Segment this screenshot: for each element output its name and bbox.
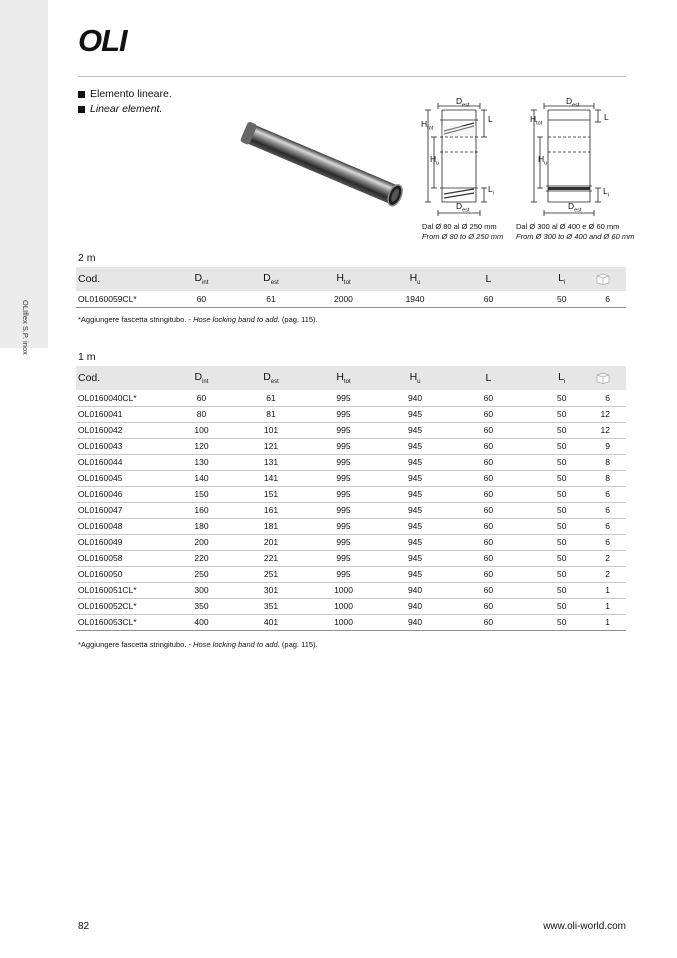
table-cell: 1000 xyxy=(306,598,381,614)
column-header: $L_i$ xyxy=(528,267,596,291)
column-header: $H_u$ xyxy=(381,366,450,390)
table-header-row xyxy=(76,267,626,291)
table-cell: OL0160047 xyxy=(76,502,167,518)
table-cell: OL0160048 xyxy=(76,518,167,534)
table-cell: OL0160044 xyxy=(76,454,167,470)
table-cell: 60 xyxy=(449,454,527,470)
table-cell: 140 xyxy=(167,470,236,486)
table-cell: 221 xyxy=(236,550,307,566)
table-cell: 995 xyxy=(306,550,381,566)
table-cell: 50 xyxy=(528,502,596,518)
side-tab-label: OLIflex S.P. inox xyxy=(21,300,30,355)
table-cell: 12 xyxy=(596,422,626,438)
table-cell: 301 xyxy=(236,582,307,598)
bullet-square-icon xyxy=(78,106,85,113)
column-header: $D_{int}$ xyxy=(167,366,236,390)
table-cell: 995 xyxy=(306,470,381,486)
table-row xyxy=(76,422,626,438)
table-cell: OL0160046 xyxy=(76,486,167,502)
table-cell: 6 xyxy=(596,534,626,550)
intro-line-italian: Elemento lineare. xyxy=(90,88,172,100)
section-title-2m: 2 m xyxy=(78,252,96,264)
table-cell: 50 xyxy=(528,598,596,614)
table-cell: 6 xyxy=(596,486,626,502)
table-cell: 995 xyxy=(306,486,381,502)
diagram-small-diameter: $D_{est}$ L $H_{tot}$ $H_u$ $L_i$ $D_{est}$ Dal Ø 80 al Ø 250 mm From Ø 80 to Ø 250 mm xyxy=(418,92,518,242)
table-cell: 60 xyxy=(449,566,527,582)
table-cell: 995 xyxy=(306,534,381,550)
column-header: $D_{est}$ xyxy=(236,366,307,390)
table-cell: 2 xyxy=(596,566,626,582)
table-cell: OL0160042 xyxy=(76,422,167,438)
pipe-product-photo xyxy=(240,108,412,210)
oli-logo xyxy=(78,24,140,54)
table-cell: 101 xyxy=(236,422,307,438)
table-cell: 6 xyxy=(596,390,626,406)
diagram-right-caption-italian: Dal Ø 300 al Ø 400 e Ø 60 mm xyxy=(516,222,620,231)
table-cell: 121 xyxy=(236,438,307,454)
table-cell: OL0160053CL* xyxy=(76,614,167,630)
table-cell: 945 xyxy=(381,502,450,518)
table-cell: 60 xyxy=(449,582,527,598)
table-cell: 1000 xyxy=(306,582,381,598)
table-cell: 61 xyxy=(236,291,307,307)
table-cell: 995 xyxy=(306,566,381,582)
column-header-packaging xyxy=(596,366,626,390)
table-cell: 995 xyxy=(306,406,381,422)
column-header: $H_u$ xyxy=(381,267,450,291)
table-cell: 940 xyxy=(381,582,450,598)
table-cell: 220 xyxy=(167,550,236,566)
table-cell: 401 xyxy=(236,614,307,630)
table-header-row xyxy=(76,366,626,390)
table-cell: 61 xyxy=(236,390,307,406)
table-cell: 945 xyxy=(381,454,450,470)
table-cell: OL0160045 xyxy=(76,470,167,486)
table-cell: 50 xyxy=(528,470,596,486)
dim-h-u: H xyxy=(430,154,437,164)
table-cell: OL0160040CL* xyxy=(76,390,167,406)
table-cell: 60 xyxy=(449,614,527,630)
table-cell: 50 xyxy=(528,406,596,422)
table-cell: 2000 xyxy=(306,291,381,307)
table-cell: 995 xyxy=(306,438,381,454)
dim-h-tot: H xyxy=(421,119,428,129)
table-cell: 60 xyxy=(449,550,527,566)
column-header: $D_{int}$ xyxy=(167,267,236,291)
table-cell: 995 xyxy=(306,502,381,518)
footnote-1m: *Aggiungere fascetta stringitubo. - Hose locking band to add. (pag. 115). xyxy=(78,640,318,649)
table-cell: 180 xyxy=(167,518,236,534)
dim-h-tot: H xyxy=(530,114,537,124)
table-row xyxy=(76,291,626,307)
table-cell: 60 xyxy=(449,534,527,550)
table-cell: OL0160052CL* xyxy=(76,598,167,614)
table-cell: 945 xyxy=(381,534,450,550)
column-header: $D_{est}$ xyxy=(236,267,307,291)
table-cell: 12 xyxy=(596,406,626,422)
table-cell: 1 xyxy=(596,614,626,630)
table-cell: 131 xyxy=(236,454,307,470)
table-cell: 50 xyxy=(528,486,596,502)
table-row xyxy=(76,598,626,614)
table-cell: 50 xyxy=(528,614,596,630)
column-header: Cod. xyxy=(76,267,167,291)
table-cell: 100 xyxy=(167,422,236,438)
product-table-1m xyxy=(76,366,626,631)
table-cell: 60 xyxy=(449,438,527,454)
table-cell: 60 xyxy=(449,486,527,502)
table-cell: 945 xyxy=(381,470,450,486)
dim-h-u: H xyxy=(538,154,545,164)
column-header: $H_{tot}$ xyxy=(306,267,381,291)
table-cell: 350 xyxy=(167,598,236,614)
table-cell: 60 xyxy=(449,291,527,307)
table-cell: 120 xyxy=(167,438,236,454)
table-row xyxy=(76,470,626,486)
table-cell: OL0160051CL* xyxy=(76,582,167,598)
column-header: $H_{tot}$ xyxy=(306,366,381,390)
table-cell: 1 xyxy=(596,598,626,614)
table-cell: OL0160050 xyxy=(76,566,167,582)
column-header: L xyxy=(449,267,527,291)
box-icon xyxy=(596,372,610,384)
table-row xyxy=(76,454,626,470)
table-row xyxy=(76,582,626,598)
dim-l: L xyxy=(604,112,609,122)
table-cell: 50 xyxy=(528,422,596,438)
table-cell: 945 xyxy=(381,550,450,566)
table-cell: 50 xyxy=(528,390,596,406)
dim-d-est-top: D xyxy=(456,96,463,106)
product-intro xyxy=(78,87,172,117)
table-row xyxy=(76,614,626,630)
table-cell: 1000 xyxy=(306,614,381,630)
table-cell: 141 xyxy=(236,470,307,486)
table-cell: 60 xyxy=(449,470,527,486)
dim-d-est-bottom: D xyxy=(456,201,463,211)
table-cell: 8 xyxy=(596,470,626,486)
table-cell: 50 xyxy=(528,534,596,550)
table-cell: 995 xyxy=(306,518,381,534)
table-cell: OL0160049 xyxy=(76,534,167,550)
table-cell: 995 xyxy=(306,422,381,438)
table-cell: 300 xyxy=(167,582,236,598)
table-row xyxy=(76,486,626,502)
table-cell: 8 xyxy=(596,454,626,470)
table-cell: 50 xyxy=(528,518,596,534)
side-tab xyxy=(0,0,48,348)
table-cell: 400 xyxy=(167,614,236,630)
table-cell: 60 xyxy=(449,502,527,518)
table-cell: 250 xyxy=(167,566,236,582)
table-cell: 150 xyxy=(167,486,236,502)
table-cell: 60 xyxy=(167,291,236,307)
product-table-2m xyxy=(76,267,626,308)
table-row xyxy=(76,534,626,550)
logo-text: OLI xyxy=(78,24,127,54)
table-cell: 6 xyxy=(596,291,626,307)
table-cell: 945 xyxy=(381,566,450,582)
table-cell: 940 xyxy=(381,614,450,630)
table-cell: 181 xyxy=(236,518,307,534)
table-cell: 60 xyxy=(449,390,527,406)
column-header: L xyxy=(449,366,527,390)
table-row xyxy=(76,518,626,534)
dim-d-est-top: D xyxy=(566,96,573,106)
column-header: Cod. xyxy=(76,366,167,390)
table-cell: 50 xyxy=(528,454,596,470)
table-cell: OL0160058 xyxy=(76,550,167,566)
table-cell: 50 xyxy=(528,566,596,582)
table-cell: 945 xyxy=(381,438,450,454)
table-cell: 6 xyxy=(596,502,626,518)
table-cell: 50 xyxy=(528,291,596,307)
table-row xyxy=(76,502,626,518)
table-cell: 50 xyxy=(528,438,596,454)
table-cell: 9 xyxy=(596,438,626,454)
intro-line-english: Linear element. xyxy=(90,103,163,115)
footnote-2m: *Aggiungere fascetta stringitubo. - Hose locking band to add. (pag. 115). xyxy=(78,315,318,324)
diagram-left-caption-english: From Ø 80 to Ø 250 mm xyxy=(422,232,504,241)
bullet-square-icon xyxy=(78,91,85,98)
table-cell: 60 xyxy=(449,406,527,422)
table-cell: 60 xyxy=(449,518,527,534)
table-cell: 945 xyxy=(381,406,450,422)
table-cell: 160 xyxy=(167,502,236,518)
table-row xyxy=(76,438,626,454)
table-cell: 351 xyxy=(236,598,307,614)
website-url: www.oli-world.com xyxy=(543,921,626,932)
table-cell: OL0160043 xyxy=(76,438,167,454)
table-cell: 60 xyxy=(449,598,527,614)
table-cell: 50 xyxy=(528,550,596,566)
dim-l-i: L xyxy=(488,184,493,194)
table-row xyxy=(76,406,626,422)
header-divider xyxy=(78,76,626,77)
table-cell: 1940 xyxy=(381,291,450,307)
table-cell: 130 xyxy=(167,454,236,470)
table-cell: 201 xyxy=(236,534,307,550)
table-cell: 200 xyxy=(167,534,236,550)
table-cell: OL0160059CL* xyxy=(76,291,167,307)
dim-l-i: L xyxy=(603,186,608,196)
dim-l: L xyxy=(488,114,493,124)
table-cell: 80 xyxy=(167,406,236,422)
page-number: 82 xyxy=(78,921,90,932)
table-cell: 945 xyxy=(381,486,450,502)
table-cell: 945 xyxy=(381,518,450,534)
section-title-1m: 1 m xyxy=(78,351,96,363)
table-cell: 81 xyxy=(236,406,307,422)
table-cell: 251 xyxy=(236,566,307,582)
table-cell: 995 xyxy=(306,390,381,406)
table-cell: 60 xyxy=(167,390,236,406)
table-row xyxy=(76,390,626,406)
diagram-left-caption-italian: Dal Ø 80 al Ø 250 mm xyxy=(422,222,497,231)
column-header: $L_i$ xyxy=(528,366,596,390)
dim-d-est-bottom: D xyxy=(568,201,575,211)
table-cell: OL0160041 xyxy=(76,406,167,422)
table-cell: 6 xyxy=(596,518,626,534)
table-cell: 945 xyxy=(381,422,450,438)
table-cell: 151 xyxy=(236,486,307,502)
diagram-right-caption-english: From Ø 300 to Ø 400 and Ø 60 mm xyxy=(516,232,635,241)
table-row xyxy=(76,566,626,582)
table-cell: 50 xyxy=(528,582,596,598)
table-cell: 995 xyxy=(306,454,381,470)
table-cell: 1 xyxy=(596,582,626,598)
table-cell: 161 xyxy=(236,502,307,518)
diagram-large-diameter: $D_{est}$ L $H_{tot}$ $H_u$ $L_i$ $D_{est}$ Dal Ø 300 al Ø 400 e Ø 60 mm From Ø 300 to Ø 400 and Ø 60 mm xyxy=(512,92,642,242)
table-cell: 940 xyxy=(381,598,450,614)
table-cell: 940 xyxy=(381,390,450,406)
table-cell: 2 xyxy=(596,550,626,566)
table-row xyxy=(76,550,626,566)
column-header-packaging xyxy=(596,267,626,291)
table-cell: 60 xyxy=(449,422,527,438)
box-icon xyxy=(596,273,610,285)
